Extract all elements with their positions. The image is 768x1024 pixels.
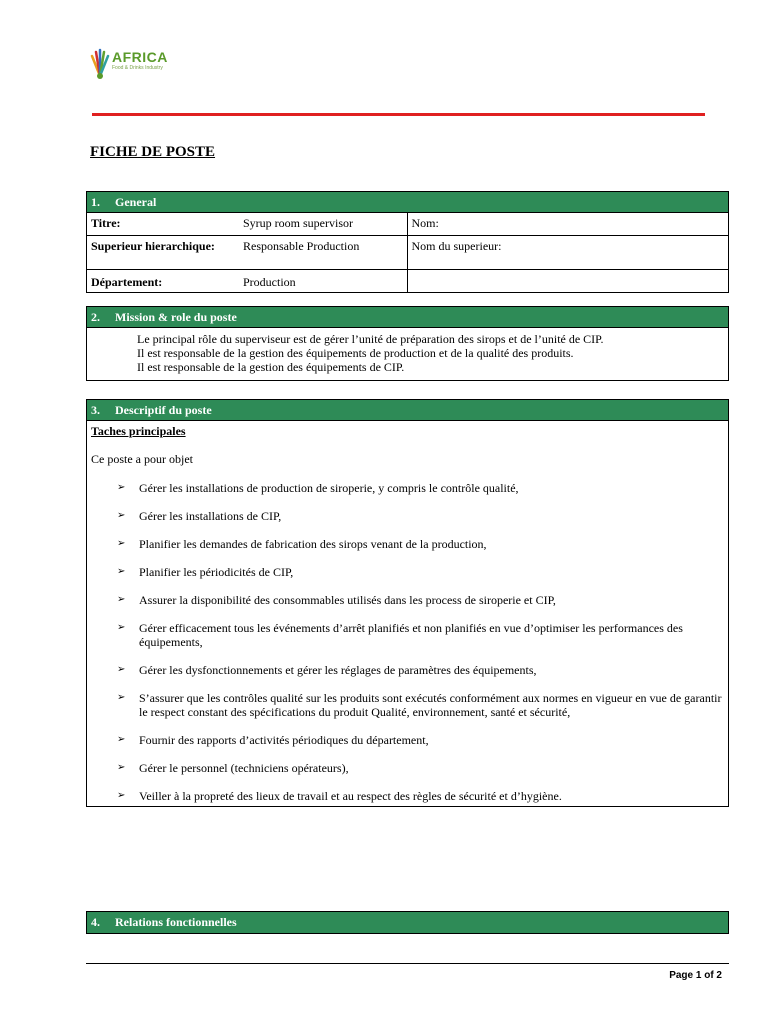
mission-text: [87, 328, 728, 380]
section-relations-header: [87, 912, 728, 933]
page-number: Page 1 of 2: [669, 970, 722, 981]
list-item: [91, 691, 724, 719]
task-text: S’assurer que les contrôles qualité sur les produits sont exécutés conformément aux normes en vigueur en vue de garantir le respect constant des spécifications du produit Qualité, environnement, santé et sécurité,: [139, 691, 722, 719]
section-number: 4.: [91, 915, 100, 929]
task-text: Planifier les demandes de fabrication des sirops venant de la production,: [139, 537, 487, 551]
list-item: [91, 481, 724, 495]
descriptif-body: [87, 421, 728, 806]
arrow-bullet-icon: ➢: [117, 762, 126, 773]
task-text: Fournir des rapports d’activités périodiques du département,: [139, 733, 429, 747]
arrow-bullet-icon: ➢: [117, 664, 126, 675]
arrow-bullet-icon: ➢: [117, 734, 126, 745]
arrow-bullet-icon: ➢: [117, 538, 126, 549]
value-titre: Syrup room supervisor: [243, 216, 353, 230]
label-superieur: Superieur hierarchique:: [87, 235, 239, 269]
task-text: Veiller à la propreté des lieux de travail et au respect des règles de sécurité et d’hygiène.: [139, 789, 562, 803]
company-logo: [88, 40, 184, 90]
section-number: 2.: [91, 310, 100, 324]
list-item: [91, 789, 724, 803]
arrow-bullet-icon: ➢: [117, 510, 126, 521]
logo-name: AFRICA: [112, 49, 168, 65]
taches-heading: Taches principales: [91, 424, 186, 438]
task-text: Gérer efficacement tous les événements d’arrêt planifiés et non planifiés en vue d’optimiser les performances des équipements,: [139, 621, 683, 649]
section-relations: [86, 911, 729, 934]
section-mission: [86, 306, 729, 381]
document-title: FICHE DE POSTE: [90, 144, 216, 160]
section-number: 3.: [91, 403, 100, 417]
general-info-table: [87, 213, 728, 292]
header-red-rule: [92, 113, 705, 116]
section-title: General: [115, 195, 157, 209]
logo-emblem-icon: [88, 46, 112, 80]
section-mission-header: [87, 307, 728, 328]
arrow-bullet-icon: ➢: [117, 566, 126, 577]
task-text: Gérer le personnel (techniciens opérateurs),: [139, 761, 349, 775]
list-item: [91, 565, 724, 579]
section-title: Descriptif du poste: [115, 403, 212, 417]
arrow-bullet-icon: ➢: [117, 622, 126, 633]
arrow-bullet-icon: ➢: [117, 692, 126, 703]
label-departement: Département:: [87, 269, 239, 292]
list-item: [91, 621, 724, 649]
task-text: Gérer les installations de CIP,: [139, 509, 282, 523]
mission-line: Le principal rôle du superviseur est de gérer l’unité de préparation des sirops et de l’unité de CIP.: [137, 332, 604, 346]
task-text: Gérer les installations de production de siroperie, y compris le contrôle qualité,: [139, 481, 519, 495]
list-item: [91, 663, 724, 677]
list-item: [91, 537, 724, 551]
arrow-bullet-icon: ➢: [117, 790, 126, 801]
list-item: [91, 593, 724, 607]
descriptif-intro: Ce poste a pour objet: [91, 452, 193, 466]
table-row: [87, 213, 728, 235]
mission-line: Il est responsable de la gestion des équipements de CIP.: [137, 360, 405, 374]
list-item: [91, 733, 724, 747]
section-title: Relations fonctionnelles: [115, 915, 237, 929]
task-text: Assurer la disponibilité des consommables utilisés dans les process de siroperie et CIP,: [139, 593, 556, 607]
field-empty: [407, 269, 728, 292]
list-item: [91, 509, 724, 523]
section-title: Mission & role du poste: [115, 310, 237, 324]
field-nom: Nom:: [407, 213, 728, 235]
section-descriptif: [86, 399, 729, 807]
value-departement: Production: [239, 269, 407, 292]
arrow-bullet-icon: ➢: [117, 482, 126, 493]
table-row: [87, 269, 728, 292]
footer-rule: [86, 963, 729, 964]
section-general: [86, 191, 729, 293]
task-text: Gérer les dysfonctionnements et gérer les réglages de paramètres des équipements,: [139, 663, 537, 677]
logo-tagline: Food & Drinks Industry: [112, 65, 163, 71]
task-text: Planifier les périodicités de CIP,: [139, 565, 294, 579]
field-nom-superieur: Nom du superieur:: [407, 235, 728, 269]
mission-line: Il est responsable de la gestion des équipements de production et de la qualité des produits.: [137, 346, 574, 360]
section-general-header: [87, 192, 728, 213]
arrow-bullet-icon: ➢: [117, 594, 126, 605]
task-list: [91, 481, 724, 803]
section-descriptif-header: [87, 400, 728, 421]
section-number: 1.: [91, 195, 100, 209]
label-titre: Titre:: [91, 216, 121, 230]
table-row: [87, 235, 728, 269]
value-superieur: Responsable Production: [239, 235, 407, 269]
list-item: [91, 761, 724, 775]
